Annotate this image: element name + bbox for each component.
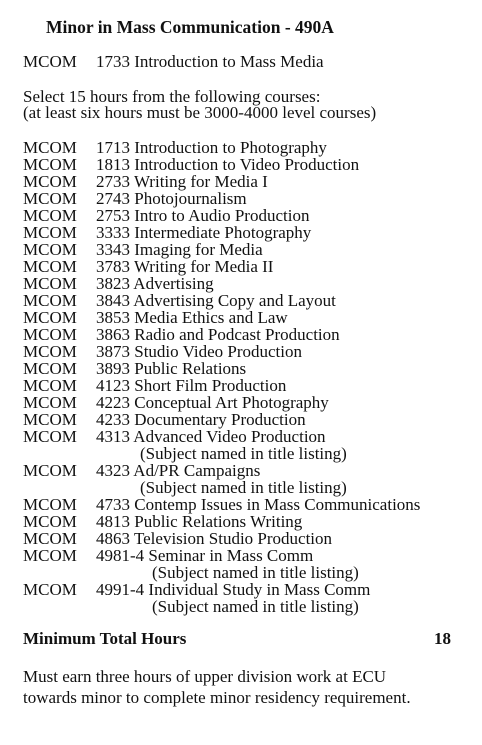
- course-subject-note: (Subject named in title listing): [140, 444, 347, 463]
- course-title: 4313 Advanced Video Production: [96, 427, 326, 446]
- course-dept: MCOM: [23, 461, 77, 480]
- course-dept: MCOM: [23, 393, 77, 412]
- course-title: 4813 Public Relations Writing: [96, 512, 303, 531]
- course-title: 2733 Writing for Media I: [96, 172, 268, 191]
- course-dept: MCOM: [23, 580, 77, 599]
- course-dept: MCOM: [23, 206, 77, 225]
- course-dept: MCOM: [23, 529, 77, 548]
- course-title: 3843 Advertising Copy and Layout: [96, 291, 336, 310]
- course-dept: MCOM: [23, 138, 77, 157]
- total-hours-value: 18: [434, 629, 451, 648]
- course-title: 4991-4 Individual Study in Mass Comm: [96, 580, 371, 599]
- course-title: 3783 Writing for Media II: [96, 257, 274, 276]
- course-title: 4981-4 Seminar in Mass Comm: [96, 546, 314, 565]
- course-subject-note: (Subject named in title listing): [152, 597, 359, 616]
- course-dept: MCOM: [23, 427, 77, 446]
- course-dept: MCOM: [23, 274, 77, 293]
- course-dept: MCOM: [23, 155, 77, 174]
- course-title: 2753 Intro to Audio Production: [96, 206, 310, 225]
- course-dept: MCOM: [23, 240, 77, 259]
- course-title: 3853 Media Ethics and Law: [96, 308, 288, 327]
- course-subject-note: (Subject named in title listing): [140, 478, 347, 497]
- course-title: 4233 Documentary Production: [96, 410, 306, 429]
- instructions-line-2: (at least six hours must be 3000-4000 level courses): [23, 103, 377, 122]
- course-dept: MCOM: [23, 257, 77, 276]
- course-title: 4733 Contemp Issues in Mass Communications: [96, 495, 421, 514]
- course-title: 4863 Television Studio Production: [96, 529, 333, 548]
- course-dept: MCOM: [23, 410, 77, 429]
- residency-note-line-1: Must earn three hours of upper division work at ECU: [23, 667, 387, 686]
- course-subject-note: (Subject named in title listing): [152, 563, 359, 582]
- total-hours-label: Minimum Total Hours: [23, 629, 187, 648]
- instructions-line-1: Select 15 hours from the following courses:: [23, 87, 321, 106]
- course-dept: MCOM: [23, 189, 77, 208]
- residency-note-line-2: towards minor to complete minor residency requirement.: [23, 688, 411, 707]
- course-title: 1713 Introduction to Photography: [96, 138, 327, 157]
- course-title: 3823 Advertising: [96, 274, 214, 293]
- course-dept: MCOM: [23, 495, 77, 514]
- course-dept: MCOM: [23, 546, 77, 565]
- course-title: 3873 Studio Video Production: [96, 342, 302, 361]
- course-dept: MCOM: [23, 342, 77, 361]
- course-title: 2743 Photojournalism: [96, 189, 247, 208]
- course-title: 3343 Imaging for Media: [96, 240, 263, 259]
- course-dept: MCOM: [23, 308, 77, 327]
- page-title: Minor in Mass Communication - 490A: [46, 17, 334, 37]
- required-course: 1733 Introduction to Mass Media: [96, 52, 324, 71]
- course-dept: MCOM: [23, 359, 77, 378]
- course-dept: MCOM: [23, 223, 77, 242]
- course-title: 3863 Radio and Podcast Production: [96, 325, 340, 344]
- course-dept: MCOM: [23, 291, 77, 310]
- course-title: 3893 Public Relations: [96, 359, 247, 378]
- course-dept: MCOM: [23, 376, 77, 395]
- course-dept: MCOM: [23, 325, 77, 344]
- course-title: 4323 Ad/PR Campaigns: [96, 461, 261, 480]
- required-course-dept: MCOM: [23, 52, 77, 71]
- course-title: 1813 Introduction to Video Production: [96, 155, 360, 174]
- course-title: 3333 Intermediate Photography: [96, 223, 312, 242]
- course-title: 4123 Short Film Production: [96, 376, 287, 395]
- course-dept: MCOM: [23, 172, 77, 191]
- course-title: 4223 Conceptual Art Photography: [96, 393, 329, 412]
- course-dept: MCOM: [23, 512, 77, 531]
